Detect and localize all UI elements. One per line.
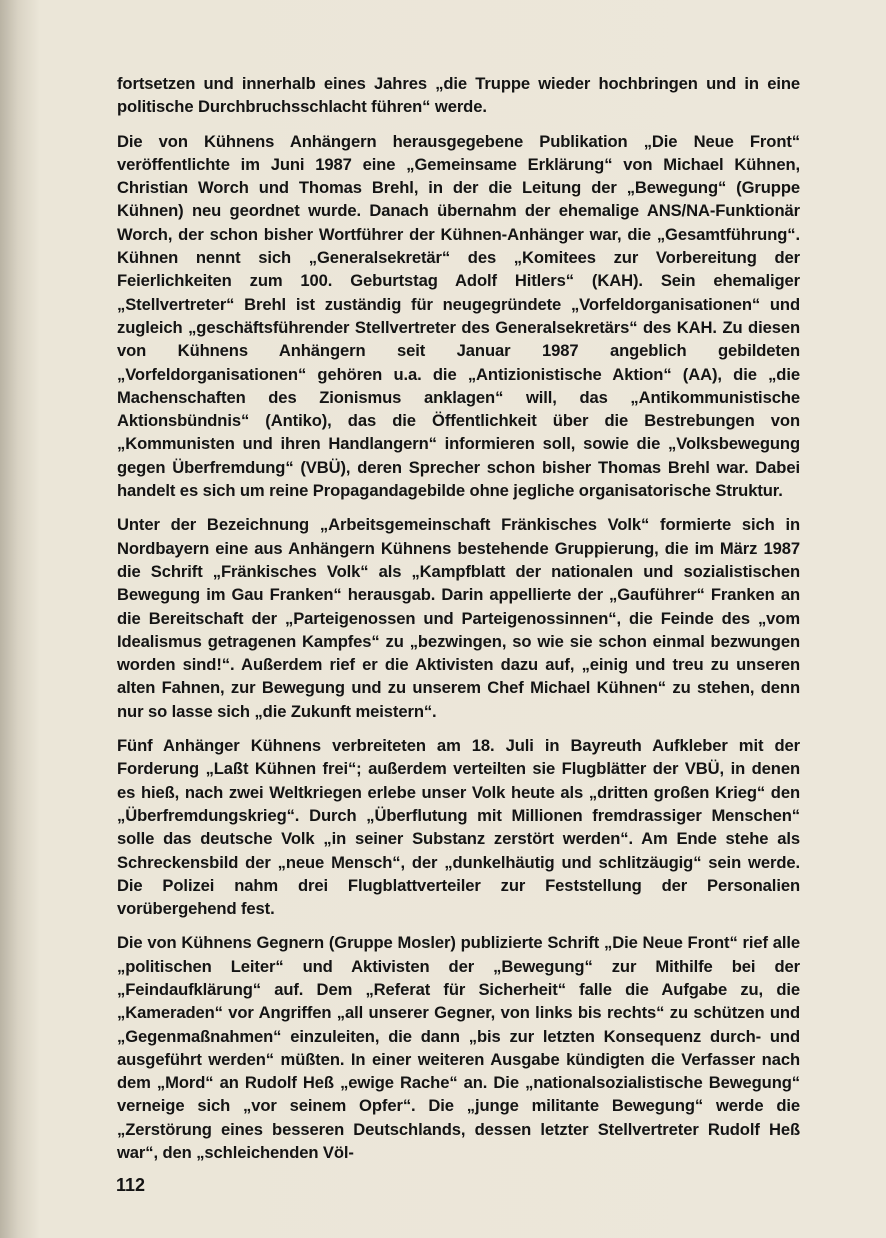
body-text [117,72,800,1175]
paragraph-1: fortsetzen und innerhalb eines Jahres „die Truppe wieder hochbringen und in eine politische Durchbruchsschlacht führen“ werde. [117,74,800,117]
paragraph-5: Die von Kühnens Gegnern (Gruppe Mosler) publizierte Schrift „Die Neue Front“ rief alle „politischen Leiter“ und Aktivisten der „Bewegung“ zur Mithilfe bei der „Feindaufklärung“ auf. Dem „Referat für Sicherheit“ falle die Aufgabe zu, die „Kameraden“ vor Angriffen „all unserer Gegner, von links bis rechts“ zu schützen und „Gegenmaßnahmen“ einzuleiten, die dann „bis zur letzten Konsequenz durch- und ausgeführt werden“ müßten. In einer weiteren Ausgabe kündigten die Verfasser nach dem „Mord“ an Rudolf Heß „ewige Rache“ an. Die „nationalsozialistische Bewegung“ verneige sich „vor seinem Opfer“. Die „junge militante Bewegung“ werde die „Zerstörung eines besseren Deutschlands, dessen letzter Stellvertreter Rudolf Heß war“, den „schleichenden Völ- [117,933,800,1163]
paragraph-2: Die von Kühnens Anhängern herausgegebene Publikation „Die Neue Front“ veröffentlichte im Juni 1987 eine „Gemeinsame Erklärung“ von Michael Kühnen, Christian Worch und Thomas Brehl, in der die Leitung der „Bewegung“ (Gruppe Kühnen) neu geordnet wurde. Danach übernahm der ehemalige ANS/NA-Funktionär Worch, der schon bisher Wortführer der Kühnen-Anhänger war, die „Gesamtführung“. Kühnen nennt sich „Generalsekretär“ des „Komitees zur Vorbereitung der Feierlichkeiten zum 100. Geburtstag Adolf Hitlers“ (KAH). Sein ehemaliger „Stellvertreter“ Brehl ist zuständig für neugegründete „Vorfeldorganisationen“ und zugleich „geschäftsführender Stellvertreter des Generalsekretärs“ des KAH. Zu diesen von Kühnens Anhängern seit Januar 1987 angeblich gebildeten „Vorfeldorganisationen“ gehören u.a. die „Antizionistische Aktion“ (AA), die „die Machenschaften des Zionismus anklagen“ will, das „Antikommunistische Aktionsbündnis“ (Antiko), das die Öffentlichkeit über die Bestrebungen von „Kommunisten und ihren Handlangern“ informieren soll, sowie die „Volksbewegung gegen Überfremdung“ (VBÜ), deren Sprecher schon bisher Thomas Brehl war. Dabei handelt es sich um reine Propagandagebilde ohne jegliche organisatorische Struktur. [117,131,800,501]
paragraph-3: Unter der Bezeichnung „Arbeitsgemeinschaft Fränkisches Volk“ formierte sich in Nordbayern eine aus Anhängern Kühnens bestehende Gruppierung, die im März 1987 die Schrift „Fränkisches Volk“ als „Kampfblatt der nationalen und sozialistischen Bewegung im Gau Franken“ herausgab. Darin appellierte der „Gauführer“ Franken an die Bereitschaft der „Parteigenossen und Parteigenossinnen“, die Feinde des „vom Idealismus getragenen Kampfes“ zu „bezwingen, so wie sie schon einmal bezwungen worden sind!“. Außerdem rief er die Aktivisten dazu auf, „einig und treu zu unseren alten Fahnen, zur Bewegung und zu unserem Chef Michael Kühnen“ zu stehen, denn nur so lasse sich „die Zukunft meistern“. [117,515,800,721]
paragraph-4: Fünf Anhänger Kühnens verbreiteten am 18. Juli in Bayreuth Aufkleber mit der Forderung „Laßt Kühnen frei“; außerdem verteilten sie Flugblätter der VBÜ, in denen es hieß, nach zwei Weltkriegen erlebe unser Volk heute als „dritten großen Krieg“ den „Überfremdungskrieg“. Durch „Überflutung mit Millionen fremdrassiger Menschen“ solle das deutsche Volk „in seiner Substanz zerstört werden“. Am Ende stehe als Schreckensbild der „neue Mensch“, der „dunkelhäutig und schlitzäugig“ sein werde. Die Polizei nahm drei Flugblattverteiler zur Feststellung der Personalien vorübergehend fest. [117,736,800,919]
page-number: 112 [116,1175,146,1195]
